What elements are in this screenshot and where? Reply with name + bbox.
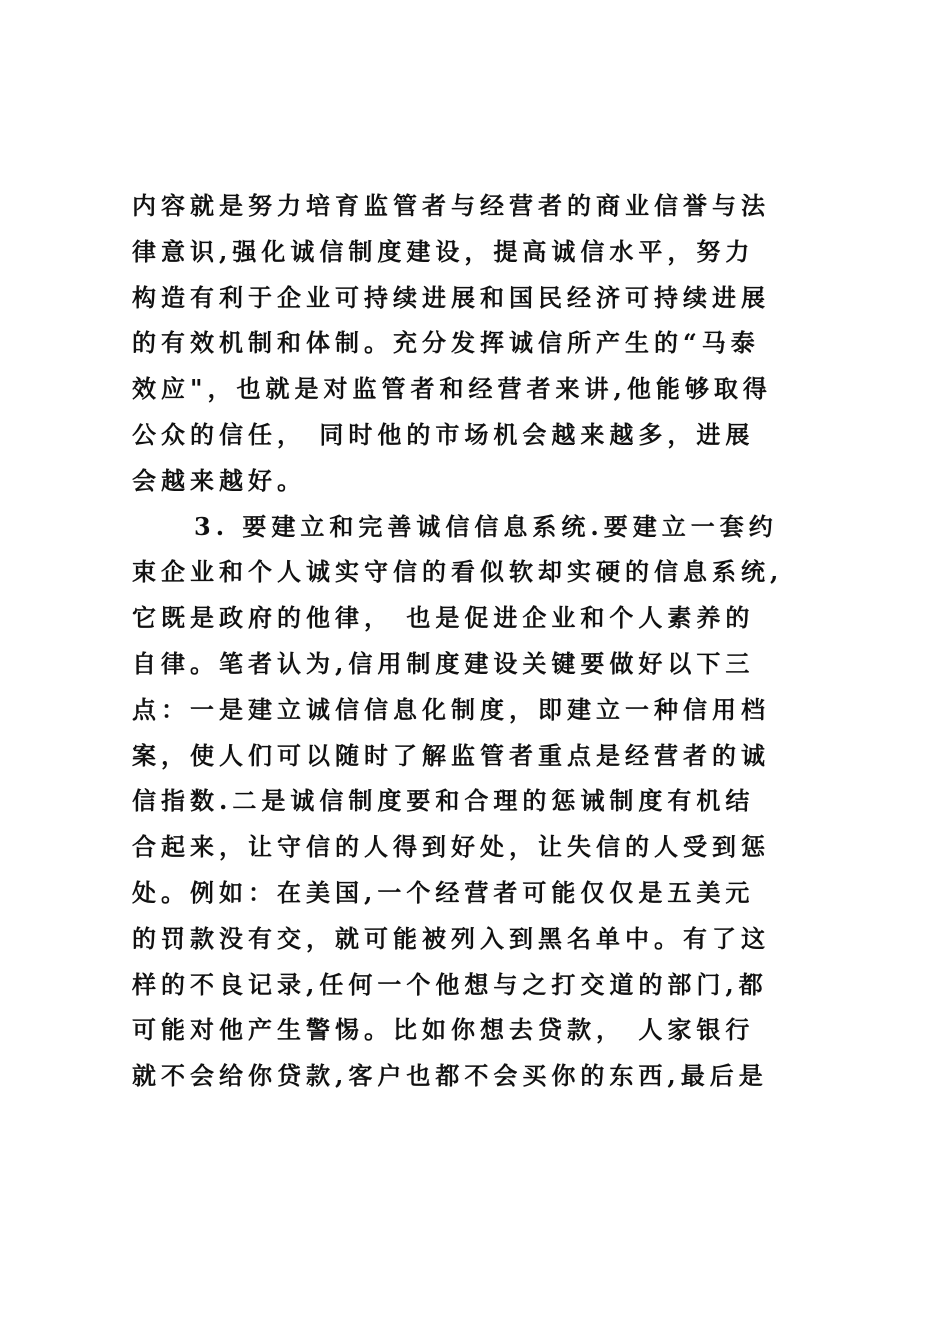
text-line: 束企业和个人诚实守信的看似软却实硬的信息系统,	[132, 557, 784, 587]
text-line: 信指数.二是诚信制度要和合理的惩诫制度有机结	[132, 786, 755, 816]
text-line: 律意识,强化诚信制度建设，提高诚信水平，努力	[132, 236, 755, 266]
text-line: 会越来越好。	[132, 465, 306, 495]
text-line: 自律。笔者认为,信用制度建设关键要做好以下三	[132, 648, 755, 678]
text-line: 的有效机制和体制。充分发挥诚信所产生的“马泰	[132, 328, 760, 358]
text-line: 的罚款没有交，就可能被列入到黑名单中。有了这	[132, 923, 770, 953]
text-line: 构造有利于企业可持续进展和国民经济可持续进展	[132, 282, 770, 312]
text-line: 它既是政府的他律， 也是促进企业和个人素养的	[132, 603, 755, 633]
text-line: 样的不良记录,任何一个他想与之打交道的部门,都	[132, 969, 768, 999]
text-line: 可能对他产生警惕。比如你想去贷款， 人家银行	[132, 1015, 755, 1045]
body-text	[132, 183, 832, 1099]
text-line: 就不会给你贷款,客户也都不会买你的东西,最后是	[132, 1061, 768, 1091]
text-line: 点：一是建立诚信信息化制度，即建立一种信用档	[132, 694, 770, 724]
text-line: 合起来，让守信的人得到好处，让失信的人受到惩	[132, 832, 770, 862]
text-line: 案，使人们可以随时了解监管者重点是经营者的诚	[132, 740, 770, 770]
text-line: 效应"，也就是对监管者和经营者来讲,他能够取得	[132, 374, 772, 404]
text-line: 内容就是努力培育监管者与经营者的商业信誉与法	[132, 191, 770, 220]
text-line: 处。例如：在美国,一个经营者可能仅仅是五美元	[132, 877, 755, 907]
text-line: 公众的信任， 同时他的市场机会越来越多，进展	[132, 419, 755, 449]
paragraph-start-line: 3. 要建立和完善诚信信息系统.要建立一套约	[194, 511, 778, 541]
